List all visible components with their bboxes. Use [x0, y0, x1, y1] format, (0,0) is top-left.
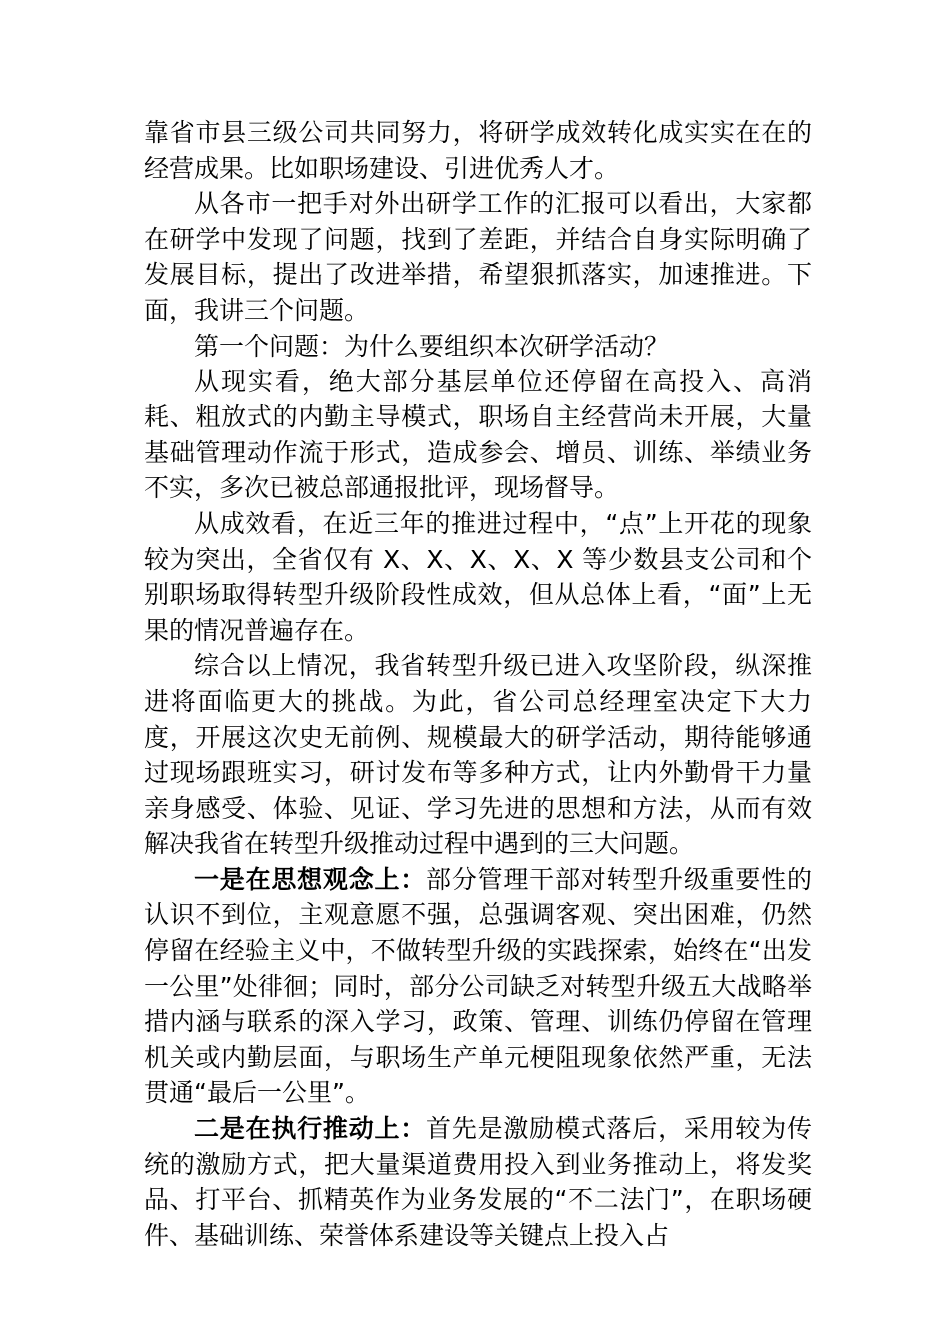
paragraph-summary: [144, 648, 812, 862]
paragraph-point-two: [144, 1111, 812, 1253]
paragraph-text: 从现实看，绝大部分基层单位还停留在高投入、高消耗、粗放式的内勤主导模式，职场自主经营尚未开展，大量基础管理动作流于形式，造成参会、增员、训练、举绩业务不实，多次已被总部通报批评，现场督导。: [144, 366, 812, 503]
paragraph-results: [144, 506, 812, 648]
paragraph-text: 部分管理干部对转型升级重要性的认识不到位，主观意愿不强，总强调客观、突出困难，仍然停留在经验主义中，不做转型升级的实践探索，始终在“出发一公里”处徘徊；同时，部分公司缺乏对转型升级五大战略举措内涵与联系的深入学习，政策、管理、训练仍停留在管理机关或内勤层面，与职场生产单元梗阻现象依然严重，无法贯通“最后一公里”。: [144, 864, 812, 1108]
document-body: [144, 115, 812, 1253]
paragraph-report-summary: [144, 186, 812, 328]
paragraph-lead-bold: 一是在思想观念上：: [194, 864, 427, 894]
paragraph-lead-bold: 二是在执行推动上：: [194, 1114, 427, 1144]
section-question-heading: [144, 329, 812, 364]
paragraph-text: 从各市一把手对外出研学工作的汇报可以看出，大家都在研学中发现了问题，找到了差距，并结合自身实际明确了发展目标，提出了改进举措，希望狠抓落实，加速推进。下面，我讲三个问题。: [144, 189, 812, 325]
paragraph-continuation: [144, 115, 812, 186]
paragraph-text: 第一个问题：为什么要组织本次研学活动？: [194, 331, 670, 361]
paragraph-text: 首先是激励模式落后，采用较为传统的激励方式，把大量渠道费用投入到业务推动上，将发奖品、打平台、抓精英作为业务发展的“不二法门”，在职场硬件、基础训练、荣誉体系建设等关键点上投入占: [144, 1114, 812, 1250]
paragraph-text: 靠省市县三级公司共同努力，将研学成效转化成实实在在的经营成果。比如职场建设、引进优秀人才。: [144, 118, 812, 183]
paragraph-text: 综合以上情况，我省转型升级已进入攻坚阶段，纵深推进将面临更大的挑战。为此，省公司总经理室决定下大力度，开展这次史无前例、规模最大的研学活动，期待能够通过现场跟班实习，研讨发布等多种方式，让内外勤骨干力量亲身感受、体验、见证、学习先进的思想和方法，从而有效解决我省在转型升级推动过程中遇到的三大问题。: [144, 651, 812, 859]
paragraph-point-one: [144, 862, 812, 1111]
paragraph-text: 从成效看，在近三年的推进过程中，“点”上开花的现象较为突出，全省仅有 X、X、X、X、X 等少数县支公司和个别职场取得转型升级阶段性成效，但从总体上看，“面”上无果的情况普遍存在。: [144, 508, 812, 645]
paragraph-reality: [144, 364, 812, 506]
